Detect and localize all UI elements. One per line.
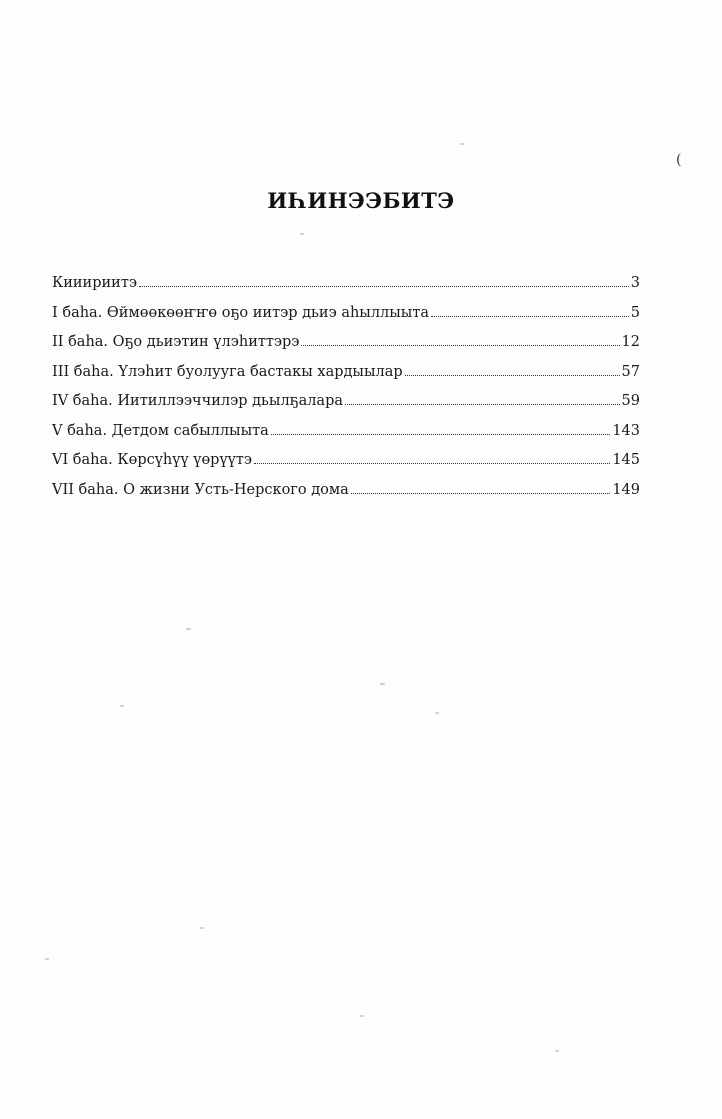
toc-entry	[52, 423, 640, 453]
scan-speck	[45, 958, 49, 960]
table-of-contents	[52, 275, 640, 511]
toc-entry-label: I баһа. Өймөөкөөҥҥө оҕо иитэр дьиэ аһыллыыта	[52, 304, 430, 321]
toc-entry	[52, 452, 640, 482]
scan-speck	[460, 143, 464, 145]
toc-entry-page: 5	[630, 304, 640, 321]
scan-speck	[435, 712, 439, 714]
toc-entry-page: 149	[612, 481, 640, 498]
toc-entry-label: V баһа. Детдом сабыллыыта	[52, 422, 269, 439]
toc-entry-page: 3	[630, 275, 640, 291]
toc-entry-label: II баһа. Оҕо дьиэтин үлэһиттэрэ	[52, 334, 300, 350]
toc-entry	[52, 275, 640, 305]
toc-entry	[52, 393, 640, 423]
scan-speck	[120, 705, 124, 707]
scan-speck	[200, 927, 204, 929]
toc-leader-dots	[301, 345, 619, 346]
toc-entry-page: 12	[621, 334, 640, 350]
toc-leader-dots	[345, 404, 620, 405]
toc-entry-label: Кииириитэ	[52, 275, 137, 291]
toc-entry	[52, 482, 640, 512]
toc-entry-page: 145	[612, 452, 640, 468]
toc-entry-label: III баһа. Үлэһит буолууга бастакы хардыылар	[52, 363, 403, 380]
toc-entry	[52, 364, 640, 394]
scan-speck	[380, 683, 385, 685]
toc-leader-dots	[405, 375, 620, 376]
toc-leader-dots	[254, 463, 610, 464]
scan-speck	[555, 1050, 559, 1052]
toc-entry	[52, 305, 640, 335]
scan-speck	[186, 628, 191, 630]
toc-entry-label: IV баһа. Иитиллээччилэр дьылҕалара	[52, 393, 344, 409]
toc-leader-dots	[139, 286, 629, 287]
toc-entry-page: 143	[612, 422, 640, 439]
toc-entry	[52, 334, 640, 364]
toc-entry-page: 57	[621, 363, 640, 380]
scan-speck	[360, 1015, 364, 1017]
toc-leader-dots	[271, 434, 611, 435]
scan-speck	[300, 233, 304, 235]
toc-entry-label: VI баһа. Көрсүһүү үөрүүтэ	[52, 452, 252, 468]
toc-entry-label: VII баһа. О жизни Усть-Нерского дома	[52, 481, 349, 498]
page-title: ИҺИНЭЭБИТЭ	[267, 188, 455, 213]
margin-mark: (	[676, 152, 682, 168]
toc-entry-page: 59	[621, 393, 640, 409]
toc-leader-dots	[351, 493, 611, 494]
toc-leader-dots	[431, 316, 629, 317]
